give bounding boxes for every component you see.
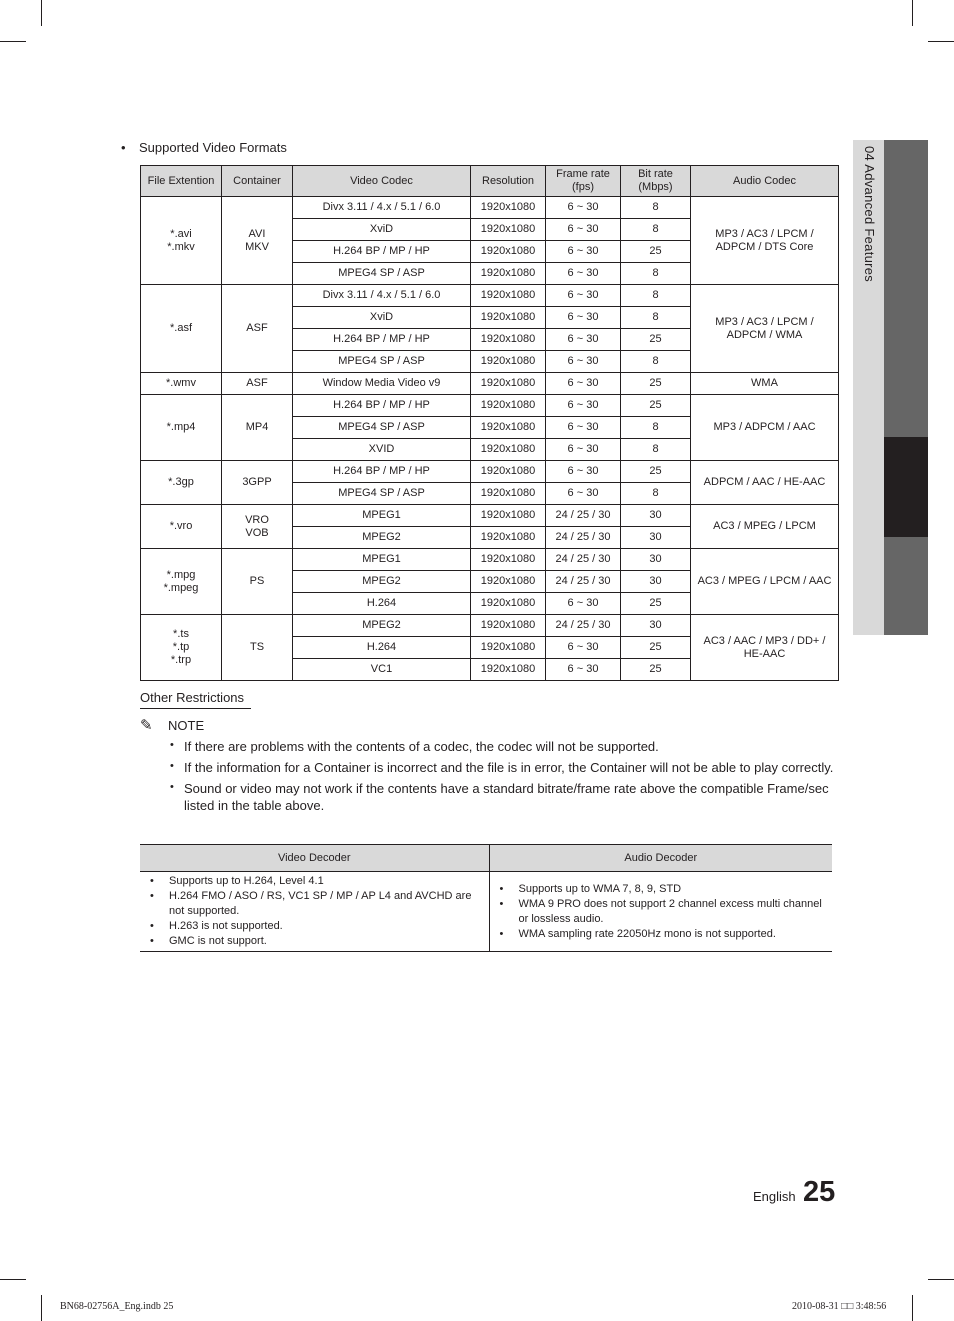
table-row [141,615,839,637]
bit-rate-cell: 25 [621,329,691,351]
video-codec-cell: MPEG4 SP / ASP [293,263,471,285]
bit-rate-cell: 25 [621,373,691,395]
footer-file: BN68-02756A_Eng.indb 25 [60,1301,174,1312]
video-codec-cell: H.264 BP / MP / HP [293,241,471,263]
list-item: • H.264 FMO / ASO / RS, VC1 SP / MP / AP L4 and AVCHD are not supported. [150,889,483,919]
video-codec-cell: H.264 BP / MP / HP [293,329,471,351]
list-item: • Supports up to H.264, Level 4.1 [150,874,483,889]
crop-mark [41,0,42,26]
resolution-cell: 1920x1080 [471,307,546,329]
video-codec-cell: H.264 [293,593,471,615]
file-extension-cell: *.mpg *.mpeg [141,549,222,615]
video-codec-cell: MPEG2 [293,571,471,593]
frame-rate-cell: 6 ~ 30 [546,593,621,615]
video-codec-cell: H.264 BP / MP / HP [293,395,471,417]
resolution-cell: 1920x1080 [471,351,546,373]
note-item: • Sound or video may not work if the contents have a standard bitrate/frame rate above the compatible Frame/sec listed in the table above. [170,780,842,814]
audio-codec-cell: MP3 / AC3 / LPCM / ADPCM / WMA [691,285,839,373]
pencil-icon: ✎ [140,717,153,734]
bit-rate-cell: 8 [621,197,691,219]
list-item: • WMA sampling rate 22050Hz mono is not supported. [500,927,827,942]
resolution-cell: 1920x1080 [471,483,546,505]
table-header-row [141,166,839,197]
audio-decoder-list [500,882,827,942]
table-row [141,395,839,417]
frame-rate-cell: 6 ~ 30 [546,197,621,219]
frame-rate-cell: 6 ~ 30 [546,241,621,263]
note-list [170,738,842,818]
frame-rate-cell: 6 ~ 30 [546,263,621,285]
table-row [141,285,839,307]
footer-timestamp: 2010-08-31 □□ 3:48:56 [792,1301,887,1312]
file-extension-cell: *.3gp [141,461,222,505]
video-codec-cell: Divx 3.11 / 4.x / 5.1 / 6.0 [293,197,471,219]
video-codec-cell: MPEG1 [293,549,471,571]
video-codec-cell: MPEG2 [293,615,471,637]
frame-rate-cell: 6 ~ 30 [546,373,621,395]
bit-rate-cell: 25 [621,637,691,659]
video-codec-cell: H.264 [293,637,471,659]
note-heading [140,716,204,734]
audio-codec-cell: AC3 / MPEG / LPCM / AAC [691,549,839,615]
decoder-table [140,844,832,952]
note-label: NOTE [168,718,205,733]
container-cell: ASF [222,373,293,395]
list-item: • H.263 is not supported. [150,919,483,934]
audio-codec-cell: MP3 / AC3 / LPCM / ADPCM / DTS Core [691,197,839,285]
list-item: • GMC is not support. [150,934,483,949]
video-codec-cell: MPEG4 SP / ASP [293,483,471,505]
bit-rate-cell: 30 [621,615,691,637]
audio-decoder-cell [489,872,832,952]
video-codec-cell: VC1 [293,659,471,681]
bit-rate-cell: 25 [621,461,691,483]
resolution-cell: 1920x1080 [471,527,546,549]
resolution-cell: 1920x1080 [471,637,546,659]
chapter-tab-bar [884,437,928,537]
table-row [141,197,839,219]
frame-rate-cell: 6 ~ 30 [546,659,621,681]
frame-rate-cell: 24 / 25 / 30 [546,615,621,637]
resolution-cell: 1920x1080 [471,593,546,615]
frame-rate-cell: 6 ~ 30 [546,439,621,461]
video-formats-table [140,165,839,681]
resolution-cell: 1920x1080 [471,241,546,263]
file-extension-cell: *.wmv [141,373,222,395]
chapter-tab-bar [884,140,928,437]
resolution-cell: 1920x1080 [471,615,546,637]
note-item: • If there are problems with the contents of a codec, the codec will not be supported. [170,738,842,755]
section-title: Supported Video Formats [139,140,287,155]
page-number: 25 [803,1176,836,1208]
container-cell: AVI MKV [222,197,293,285]
video-codec-cell: MPEG2 [293,527,471,549]
resolution-cell: 1920x1080 [471,505,546,527]
column-header: Video Codec [293,166,471,197]
resolution-cell: 1920x1080 [471,439,546,461]
table-row [141,505,839,527]
crop-mark [912,1295,913,1321]
list-item: • WMA 9 PRO does not support 2 channel excess multi channel or lossless audio. [500,897,827,927]
frame-rate-cell: 6 ~ 30 [546,417,621,439]
bit-rate-cell: 8 [621,483,691,505]
resolution-cell: 1920x1080 [471,197,546,219]
video-decoder-cell [140,872,489,952]
table-row [141,373,839,395]
frame-rate-cell: 6 ~ 30 [546,329,621,351]
column-header: Bit rate (Mbps) [621,166,691,197]
column-header: Container [222,166,293,197]
crop-mark [928,1279,954,1280]
bit-rate-cell: 30 [621,527,691,549]
bit-rate-cell: 8 [621,219,691,241]
list-item: • Supports up to WMA 7, 8, 9, STD [500,882,827,897]
video-codec-cell: MPEG1 [293,505,471,527]
resolution-cell: 1920x1080 [471,461,546,483]
audio-codec-cell: AC3 / AAC / MP3 / DD+ / HE-AAC [691,615,839,681]
bit-rate-cell: 8 [621,417,691,439]
resolution-cell: 1920x1080 [471,219,546,241]
bit-rate-cell: 8 [621,263,691,285]
column-header: Resolution [471,166,546,197]
resolution-cell: 1920x1080 [471,549,546,571]
frame-rate-cell: 6 ~ 30 [546,461,621,483]
file-extension-cell: *.asf [141,285,222,373]
bit-rate-cell: 30 [621,571,691,593]
column-header: Audio Codec [691,166,839,197]
container-cell: TS [222,615,293,681]
video-codec-cell: XviD [293,219,471,241]
frame-rate-cell: 6 ~ 30 [546,637,621,659]
audio-codec-cell: MP3 / ADPCM / AAC [691,395,839,461]
crop-mark [41,1295,42,1321]
crop-mark [912,0,913,26]
resolution-cell: 1920x1080 [471,263,546,285]
container-cell: ASF [222,285,293,373]
bit-rate-cell: 8 [621,351,691,373]
bit-rate-cell: 30 [621,549,691,571]
bit-rate-cell: 25 [621,395,691,417]
chapter-tab-bars [884,140,928,635]
frame-rate-cell: 24 / 25 / 30 [546,549,621,571]
table-row [141,549,839,571]
bit-rate-cell: 30 [621,505,691,527]
bit-rate-cell: 8 [621,439,691,461]
resolution-cell: 1920x1080 [471,285,546,307]
bit-rate-cell: 8 [621,307,691,329]
container-cell: MP4 [222,395,293,461]
section-heading [121,140,287,155]
file-extension-cell: *.avi *.mkv [141,197,222,285]
frame-rate-cell: 6 ~ 30 [546,285,621,307]
video-codec-cell: XviD [293,307,471,329]
table-row [141,461,839,483]
container-cell: 3GPP [222,461,293,505]
video-codec-cell: MPEG4 SP / ASP [293,417,471,439]
video-codec-cell: MPEG4 SP / ASP [293,351,471,373]
column-header: File Extention [141,166,222,197]
crop-mark [0,41,26,42]
column-header: Frame rate (fps) [546,166,621,197]
note-item: • If the information for a Container is incorrect and the file is in error, the Container will not be able to play correctly. [170,759,842,776]
audio-decoder-header: Audio Decoder [489,845,832,872]
crop-mark [928,41,954,42]
chapter-tab-bar [884,537,928,635]
bit-rate-cell: 8 [621,285,691,307]
file-extension-cell: *.vro [141,505,222,549]
file-extension-cell: *.ts *.tp *.trp [141,615,222,681]
frame-rate-cell: 24 / 25 / 30 [546,527,621,549]
resolution-cell: 1920x1080 [471,571,546,593]
resolution-cell: 1920x1080 [471,395,546,417]
page-language: English [753,1189,796,1204]
container-cell: PS [222,549,293,615]
resolution-cell: 1920x1080 [471,373,546,395]
bit-rate-cell: 25 [621,593,691,615]
bullet-icon: • [121,140,126,155]
frame-rate-cell: 6 ~ 30 [546,307,621,329]
frame-rate-cell: 6 ~ 30 [546,395,621,417]
video-codec-cell: Window Media Video v9 [293,373,471,395]
resolution-cell: 1920x1080 [471,659,546,681]
bit-rate-cell: 25 [621,659,691,681]
audio-codec-cell: AC3 / MPEG / LPCM [691,505,839,549]
resolution-cell: 1920x1080 [471,329,546,351]
bit-rate-cell: 25 [621,241,691,263]
container-cell: VRO VOB [222,505,293,549]
video-decoder-header: Video Decoder [140,845,489,872]
frame-rate-cell: 24 / 25 / 30 [546,505,621,527]
resolution-cell: 1920x1080 [471,417,546,439]
audio-codec-cell: WMA [691,373,839,395]
crop-mark [0,1279,26,1280]
frame-rate-cell: 24 / 25 / 30 [546,571,621,593]
video-codec-cell: Divx 3.11 / 4.x / 5.1 / 6.0 [293,285,471,307]
frame-rate-cell: 6 ~ 30 [546,351,621,373]
frame-rate-cell: 6 ~ 30 [546,483,621,505]
frame-rate-cell: 6 ~ 30 [546,219,621,241]
video-codec-cell: XVID [293,439,471,461]
chapter-tab-label: 04 Advanced Features [862,146,877,283]
restrictions-title: Other Restrictions [140,690,251,709]
file-extension-cell: *.mp4 [141,395,222,461]
audio-codec-cell: ADPCM / AAC / HE-AAC [691,461,839,505]
video-codec-cell: H.264 BP / MP / HP [293,461,471,483]
video-decoder-list [150,874,483,949]
